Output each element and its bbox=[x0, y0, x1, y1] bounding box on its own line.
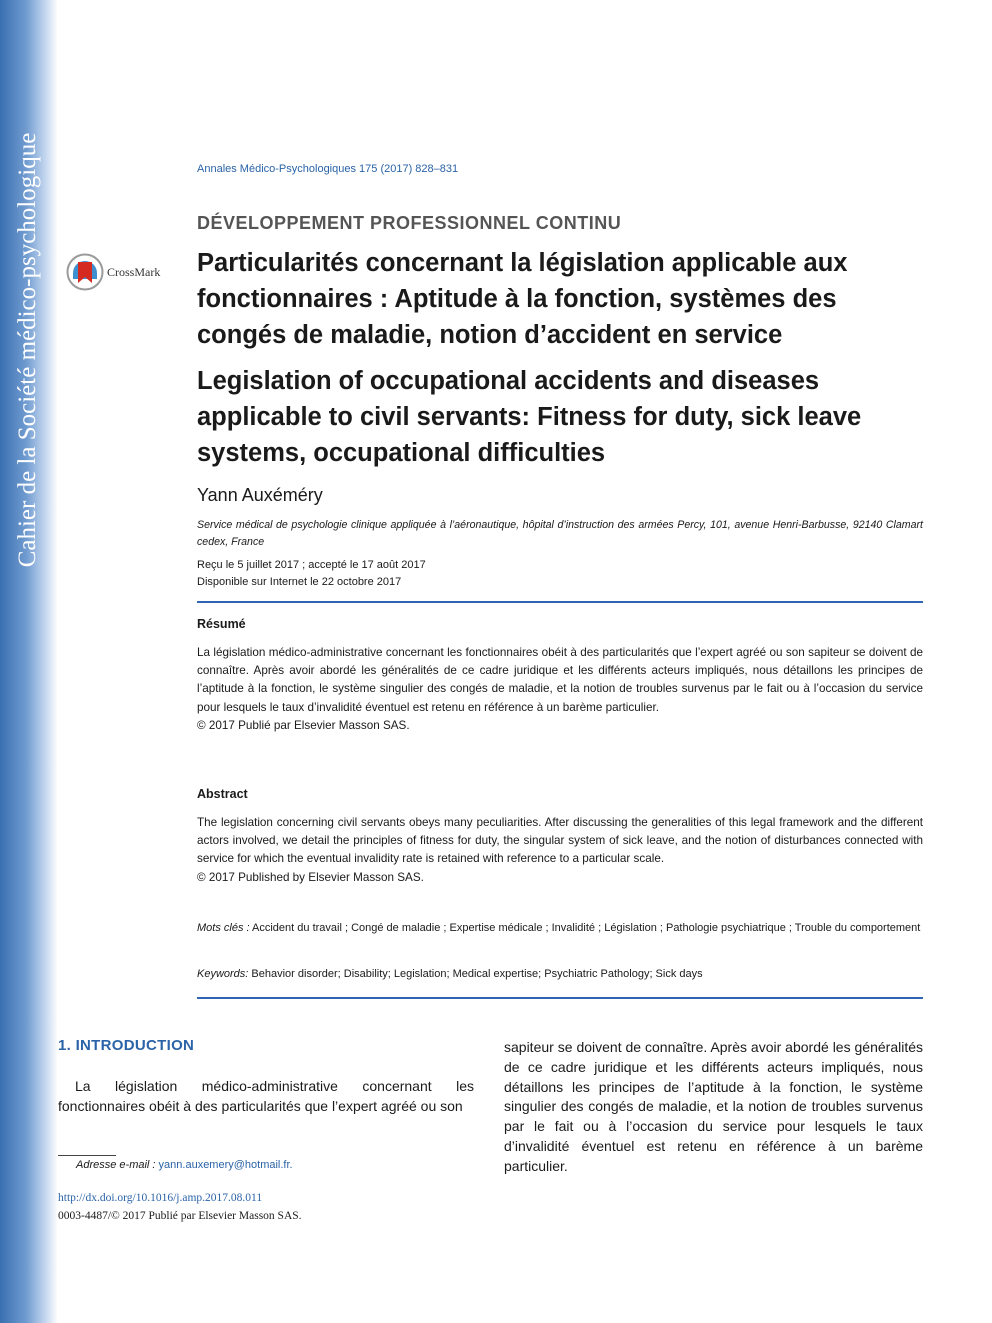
author-email-link[interactable]: yann.auxemery@hotmail.fr. bbox=[158, 1159, 293, 1171]
issn-copyright: 0003-4487/© 2017 Publié par Elsevier Masson SAS. bbox=[58, 1210, 302, 1222]
divider-bottom bbox=[197, 997, 923, 999]
keywords-english bbox=[197, 966, 923, 983]
crossmark-badge[interactable] bbox=[66, 253, 160, 291]
article-title-french: Particularités concernant la législation applicable aux fonctionnaires : Aptitude à la fonction, systèmes des congés de maladie, notion d’accident en service bbox=[197, 249, 848, 349]
author-name: Yann Auxéméry bbox=[197, 485, 323, 505]
resume-text: La législation médico-administrative concernant les fonctionnaires obéit à des particularités que l’expert agréé ou son sapiteur se doivent de connaître. Après avoir abordé les généralités de ce cadre juridique et les différents acteurs impliqués, nous détaillons les principes de l’aptitude à la fonction, le système singulier des congés de maladie, et la notion de troubles survenus par le fait ou à l’occasion du service pour lesquels le taux d’invalidité éventuel est retenu en référence à un barème particulier. bbox=[197, 646, 923, 714]
article-title-english: Legislation of occupational accidents and diseases applicable to civil servants: Fitness for duty, sick leave systems, occupational difficulties bbox=[197, 367, 862, 467]
abstract-heading: Abstract bbox=[197, 787, 248, 801]
received-date: Reçu le 5 juillet 2017 ; accepté le 17 août 2017 bbox=[197, 559, 426, 571]
footnote bbox=[76, 1159, 293, 1171]
author-affiliation: Service médical de psychologie clinique appliquée à l’aéronautique, hôpital d’instruction des armées Percy, 101, avenue Henri-Barbusse, 92140 Clamart cedex, France bbox=[197, 519, 923, 548]
crossmark-icon bbox=[66, 253, 104, 291]
section-category: DÉVELOPPEMENT PROFESSIONNEL CONTINU bbox=[197, 213, 622, 233]
resume-copyright: © 2017 Publié par Elsevier Masson SAS. bbox=[197, 718, 410, 732]
divider-top bbox=[197, 601, 923, 603]
online-date: Disponible sur Internet le 22 octobre 2017 bbox=[197, 576, 402, 588]
footnote-divider bbox=[58, 1155, 116, 1156]
doi-link[interactable]: http://dx.doi.org/10.1016/j.amp.2017.08.011 bbox=[58, 1192, 263, 1204]
article-dates bbox=[197, 557, 426, 591]
keywords-english-label: Keywords: bbox=[197, 968, 249, 980]
crossmark-label: CrossMark bbox=[107, 264, 161, 279]
abstract-copyright: © 2017 Published by Elsevier Masson SAS. bbox=[197, 870, 424, 884]
footnote-label: Adresse e-mail : bbox=[76, 1159, 156, 1171]
introduction-right-column: sapiteur se doivent de connaître. Après avoir abordé les généralités de ce cadre juridique et les différents acteurs impliqués, nous détaillons les principes de l’aptitude à la fonction, le système singulier des congés de maladie, et la notion de troubles survenus par le fait ou à l’occasion du service pour lesquels le taux d’invalidité éventuel est retenu en référence à un barème particulier. bbox=[504, 1039, 923, 1174]
introduction-left-column: La législation médico-administrative concernant les fonctionnaires obéit à des particularités que l’expert agréé ou son bbox=[58, 1078, 474, 1114]
keywords-english-list: Behavior disorder; Disability; Legislation; Medical expertise; Psychiatric Pathology; Sick days bbox=[251, 968, 703, 980]
abstract-text: The legislation concerning civil servants obeys many peculiarities. After discussing the generalities of this legal framework and the different actors involved, we detail the principles of fitness for duty, the singular system of sick leave, and the notion of disturbances connected with service for which the eventual invalidity rate is retained with reference to a particular scale. bbox=[197, 816, 923, 866]
introduction-heading: 1. INTRODUCTION bbox=[58, 1037, 195, 1054]
journal-side-label: Cahier de la Société médico-psychologique bbox=[14, 132, 41, 568]
abstract-body bbox=[197, 814, 923, 887]
journal-side-band bbox=[0, 0, 58, 1323]
resume-heading: Résumé bbox=[197, 617, 246, 631]
keywords-french bbox=[197, 920, 923, 937]
resume-body bbox=[197, 644, 923, 735]
keywords-french-list: Accident du travail ; Congé de maladie ; Expertise médicale ; Invalidité ; Législation ; Pathologie psychiatrique ; Trouble du comportement bbox=[252, 922, 921, 934]
journal-reference[interactable]: Annales Médico-Psychologiques 175 (2017) 828–831 bbox=[197, 163, 459, 175]
keywords-french-label: Mots clés : bbox=[197, 922, 250, 934]
